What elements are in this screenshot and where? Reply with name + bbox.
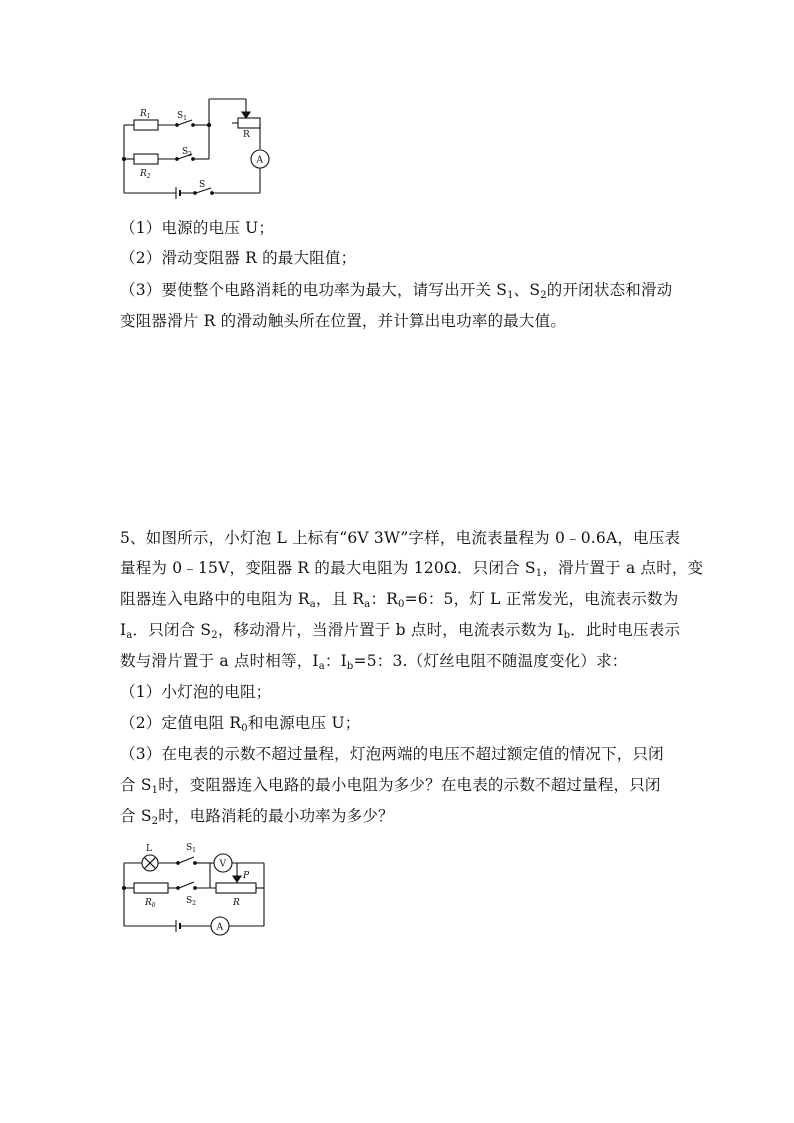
q4-part-1: （1）电源的电压 U； <box>120 219 275 237</box>
q5-part-3-line-1: （3）在电表的示数不超过量程，灯泡两端的电压不超过额定值的情况下，只闭 <box>120 745 664 763</box>
q5-stem-line-3: 阻器连入电路中的电阻为 $R_a$，且 $R_a$：$R_0=6$：5，灯 L 正常发光，电流表示数为 <box>120 590 679 610</box>
svg-text:R0: $R_0$ <box>145 898 156 909</box>
label-s: S <box>199 180 206 190</box>
q4-part-3-line-1: （3）要使整个电路消耗的电功率为最大，请写出开关 $S_1$、$S_2$的开闭状态和滑动 <box>120 281 673 301</box>
resistor-r2 <box>134 154 158 164</box>
q5-part-3-line-2: 合 $S_1$时，变阻器连入电路的最小电阻为多少？在电表的示数不超过量程，只闭 <box>120 776 661 796</box>
svg-text:R1: $R_1$ <box>140 109 151 120</box>
q5-stem-line-1: 5、如图所示，小灯泡 L 上标有“6V 3W”字样，电流表量程为 0﹣0.6A，电压表 <box>120 529 681 547</box>
resistor-r0 <box>134 883 168 893</box>
label-s2: S <box>186 896 193 906</box>
label-lamp: L <box>146 844 152 854</box>
rheostat-r <box>216 883 256 893</box>
svg-text:S2: $S_2$ <box>186 896 196 907</box>
label-voltmeter: V <box>219 859 226 870</box>
label-s2: S <box>182 147 189 157</box>
svg-text:S2: $S_2$ <box>182 147 192 158</box>
svg-text:S1: $S_1$ <box>186 843 196 854</box>
label-r: R <box>243 130 250 140</box>
label-r1: R <box>140 109 147 119</box>
resistor-r1 <box>134 120 158 130</box>
label-s1: S <box>186 843 193 853</box>
label-r2: R <box>140 169 147 179</box>
label-p: P <box>243 871 250 881</box>
q5-stem-line-2: 量程为 0﹣15V，变阻器 R 的最大电阻为 120Ω．只闭合 $S_1$，滑片置于 a 点时，变 <box>120 559 704 579</box>
label-r0: R <box>145 898 152 908</box>
q5-part-3-line-3: 合 $S_2$时，电路消耗的最小功率为多少？ <box>120 807 394 827</box>
q4-part-2: （2）滑动变阻器 R 的最大阻值； <box>120 249 357 267</box>
circuit-diagram-2 <box>112 838 277 938</box>
q4-part-3-line-2: 变阻器滑片 R 的滑动触头所在位置，并计算出电功率的最大值。 <box>120 312 567 330</box>
q5-part-2: （2）定值电阻 $R_0$和电源电压 U； <box>120 714 361 734</box>
q5-part-1: （1）小灯泡的电阻； <box>120 683 272 701</box>
rheostat-r <box>238 118 260 128</box>
label-ammeter: A <box>216 922 223 933</box>
svg-text:R2: $R_2$ <box>140 169 151 180</box>
q5-stem-line-5: 数与滑片置于 a 点时相等，$I_a$：$I_b=5$：3.（灯丝电阻不随温度变化）求： <box>120 652 628 672</box>
q5-stem-line-4: $I_a$．只闭合 $S_2$，移动滑片，当滑片置于 b 点时，电流表示数为 $I_b$．此时电压表示 <box>120 621 681 641</box>
circuit-diagram-1 <box>112 94 282 204</box>
svg-text:S1: $S_1$ <box>177 111 187 122</box>
label-r: R <box>233 898 240 908</box>
label-s1: S <box>177 111 184 121</box>
label-ammeter: A <box>256 155 263 166</box>
